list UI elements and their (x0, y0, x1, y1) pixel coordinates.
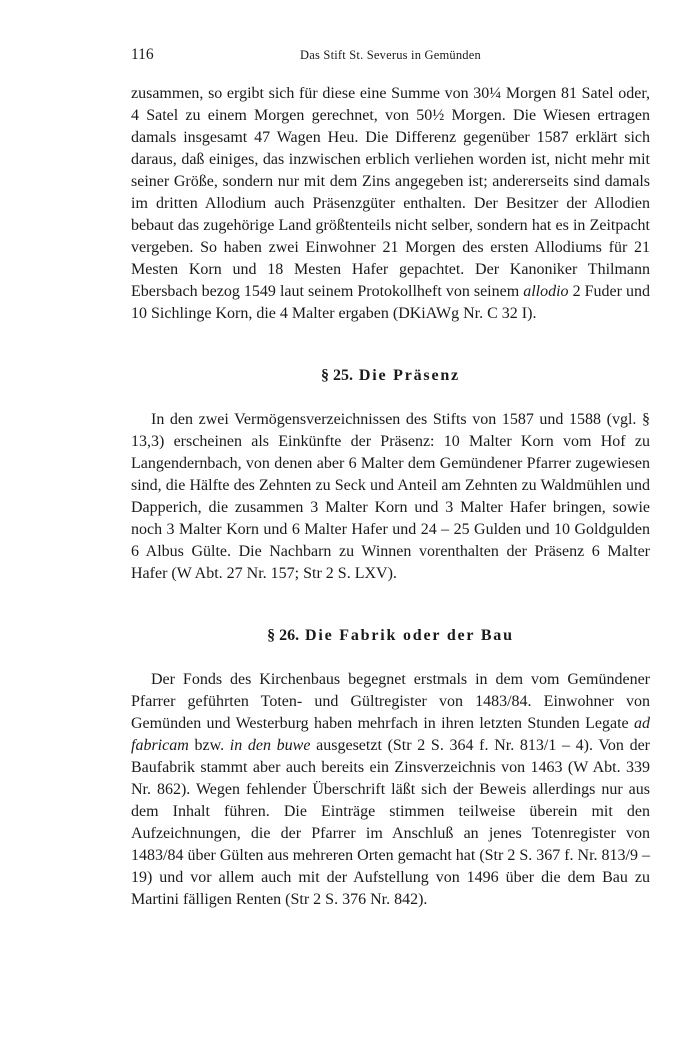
text-run: In den zwei Vermögensverzeichnissen des Stifts von 1587 und 1588 (vgl. § 13,3) erscheinen als Einkünfte der Präsenz: 10 Malter Korn vom Hof zu Langendernbach, von denen aber 6 Malter dem Gemündener Pfarrer zugewiesen sind, die Hälfte des Zehnten zu Seck und Anteil am Zehnten zu Waldmühlen und Dapperich, die zusammen 3 Malter Korn und 3 Malter Hafer bringen, sowie noch 3 Malter Korn und 6 Malter Hafer und 24 – 25 Gulden und 10 Goldgulden 6 Albus Gülte. Die Nachbarn zu Winnen vorenthalten der Präsenz 6 Malter Hafer (W Abt. 27 Nr. 157; Str 2 S. LXV). (131, 411, 650, 582)
section-number: § 25. (321, 367, 354, 384)
text-run: bzw. (188, 737, 230, 754)
section-heading-26 (131, 627, 650, 645)
text-run: ausgesetzt (Str 2 S. 364 f. Nr. 813/1 – 4). Von der Baufabrik stammt aber auch bereits ein Zinsverzeichnis von 1463 (W Abt. 339 Nr. 862). Wegen fehlender Überschrift läßt sich der Beweis allerdings nur aus dem Inhalt führen. Die Einträge stimmen teilweise überein mit den Aufzeichnungen, die der Pfarrer im Anschluß an jenes Totenregister von 1483/84 über Gülten aus mehreren Orten gemacht hat (Str 2 S. 367 f. Nr. 813/9 – 19) und vor allem auch mit der Aufstellung von 1496 über die dem Bau zu Martini fälligen Renten (Str 2 S. 376 Nr. 842). (131, 737, 650, 908)
running-header (131, 46, 650, 68)
text-run: Der Fonds des Kirchenbaus begegnet erstmals in dem vom Gemündener Pfarrer geführten Toten- und Gültregister von 1483/84. Einwohner von Gemünden und Westerburg haben mehrfach in ihren letzten Stunden Legate (131, 671, 650, 732)
running-title: Das Stift St. Severus in Gemünden (300, 48, 481, 62)
paragraph-allodien (131, 83, 650, 325)
italic-term: in den buwe (229, 737, 311, 754)
text-run: 2 Fuder und 10 Sichlinge Korn, die 4 Malter ergaben (DKiAWg Nr. C 32 I). (131, 283, 651, 322)
italic-term: allodio (523, 283, 569, 300)
paragraph-praesenz (131, 409, 650, 585)
section-number: § 26. (267, 627, 300, 644)
section-title: Die Präsenz (358, 367, 460, 384)
text-run: zusammen, so ergibt sich für diese eine Summe von 30¼ Morgen 81 Satel oder, 4 Satel zu einem Morgen gerechnet, von 50½ Morgen. Die Wiesen ertragen damals insgesamt 47 Wagen Heu. Die Differenz gegenüber 1587 erklärt sich daraus, daß einiges, das inzwischen erblich verliehen worden ist, nicht mehr mit seiner Größe, sondern nur mit dem Zins angegeben ist; andererseits sind damals im dritten Allodium auch Präsenzgüter enthalten. Der Besitzer der Allodien bebaut das zugehörige Land größtenteils nicht selber, sondern hat es in Zeitpacht vergeben. So haben zwei Einwohner 21 Morgen des ersten Allodiums für 21 Mesten Korn und 18 Mesten Hafer gepachtet. Der Kanoniker Thilmann Ebersbach bezog 1549 laut seinem Protokollheft von seinem (131, 85, 650, 300)
italic-term: ad fabricam (131, 715, 650, 754)
book-page (131, 46, 650, 911)
section-heading-25 (131, 367, 650, 385)
paragraph-fabrik (131, 669, 650, 911)
page-number: 116 (131, 46, 154, 63)
section-title: Die Fabrik oder der Bau (304, 627, 514, 644)
